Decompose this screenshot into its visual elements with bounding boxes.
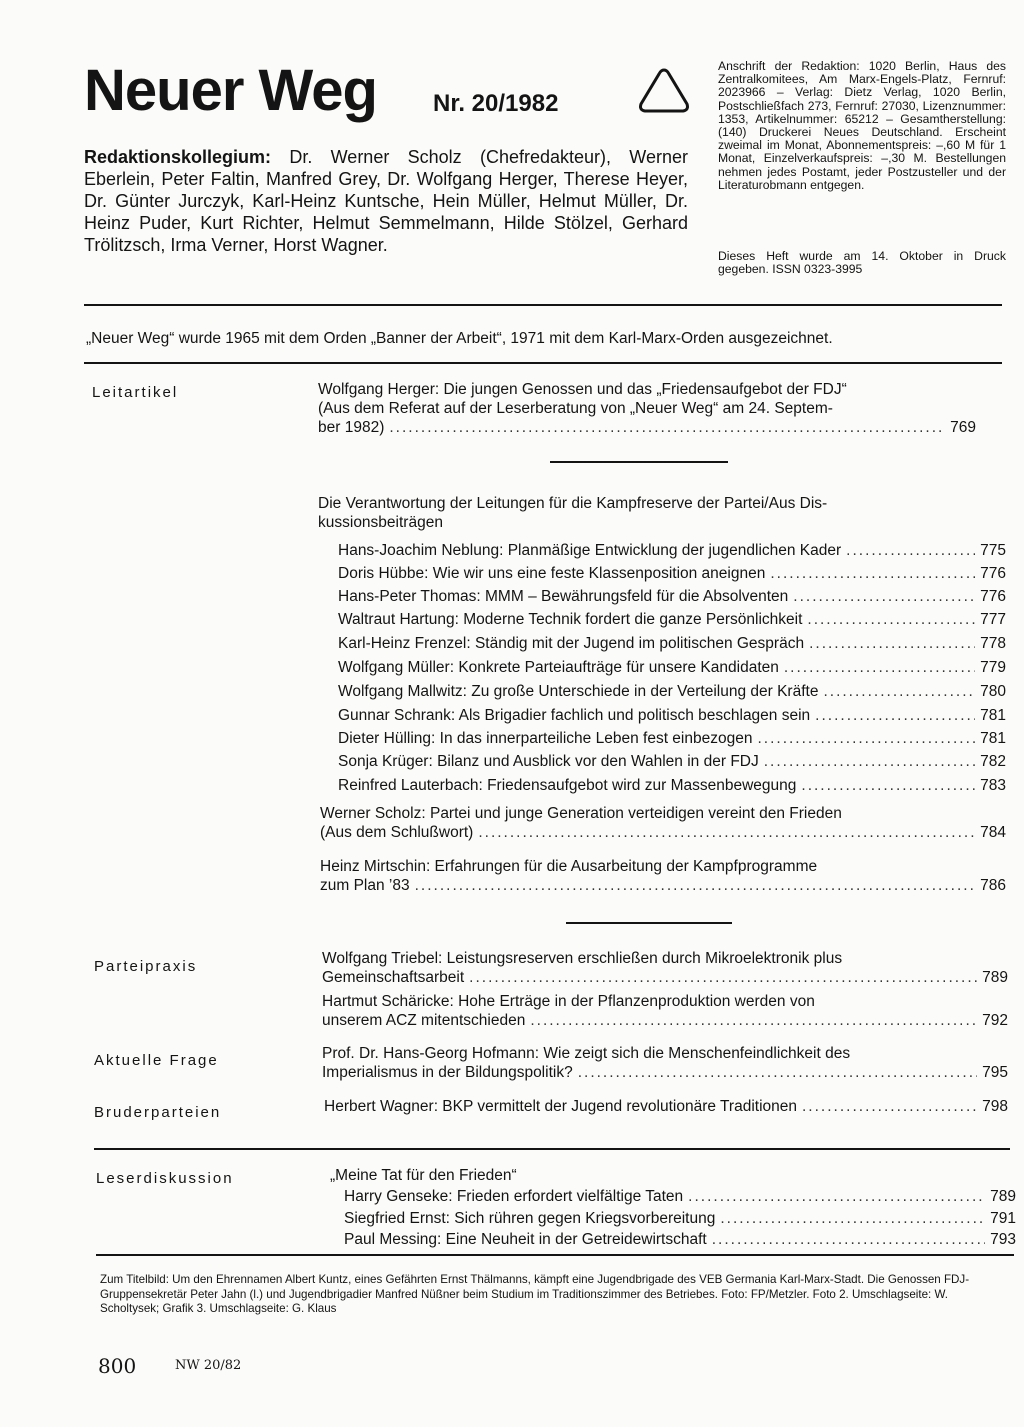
toc-entry-title: Waltraut Hartung: Moderne Technik fordert die ganze Persönlichkeit bbox=[338, 611, 803, 628]
toc-subentry[interactable] bbox=[338, 706, 1006, 725]
issue-code-footer: NW 20/82 bbox=[175, 1358, 242, 1373]
bottom-divider bbox=[96, 1254, 1014, 1256]
page-number: 781 bbox=[980, 730, 1006, 747]
page-number: 776 bbox=[980, 565, 1006, 582]
page-number: 791 bbox=[990, 1210, 1016, 1227]
dot-leader bbox=[720, 1209, 985, 1228]
page-number: 783 bbox=[980, 777, 1006, 794]
toc-subentry[interactable] bbox=[338, 776, 1006, 795]
section-divider bbox=[94, 1148, 1010, 1150]
toc-entry-line: kussionsbeiträgen bbox=[318, 514, 443, 531]
toc-subentry[interactable] bbox=[344, 1209, 1016, 1228]
toc-entry-line: (Aus dem Referat auf der Leserberatung von „Neuer Weg“ am 24. Septem- bbox=[318, 400, 833, 417]
dot-leader bbox=[757, 729, 975, 748]
toc-entry-hofmann[interactable] bbox=[322, 1044, 1008, 1082]
toc-entry-line: Wolfgang Herger: Die jungen Genossen und das „Friedensaufgebot der FDJ“ bbox=[318, 381, 847, 398]
toc-subentry[interactable] bbox=[338, 587, 1006, 606]
dot-leader bbox=[688, 1187, 985, 1206]
dot-leader bbox=[530, 1011, 977, 1030]
dot-leader bbox=[578, 1063, 977, 1082]
toc-entry-title: Harry Genseke: Frieden erfordert vielfältige Taten bbox=[344, 1188, 684, 1205]
dot-leader bbox=[469, 968, 977, 987]
toc-entry-line: (Aus dem Schlußwort) bbox=[320, 824, 474, 841]
toc-subentry[interactable] bbox=[338, 541, 1006, 560]
toc-entry-title: Hans-Joachim Neblung: Planmäßige Entwicklung der jugendlichen Kader bbox=[338, 542, 842, 559]
dot-leader bbox=[712, 1230, 985, 1249]
editorial-board bbox=[84, 146, 688, 256]
toc-group-heading: „Meine Tat für den Frieden“ bbox=[330, 1167, 517, 1184]
dot-leader bbox=[815, 706, 975, 725]
toc-entry-title: Siegfried Ernst: Sich rühren gegen Kriegsvorbereitung bbox=[344, 1210, 716, 1227]
toc-entry-title: Reinfred Lauterbach: Friedensaufgebot wird zur Massenbewegung bbox=[338, 777, 797, 794]
page-number: 775 bbox=[980, 542, 1006, 559]
top-divider bbox=[84, 304, 1002, 306]
dot-leader bbox=[802, 1097, 977, 1116]
toc-entry-line: Gemeinschaftsarbeit bbox=[322, 969, 465, 986]
page-number: 795 bbox=[982, 1064, 1008, 1081]
section-label-aktuelle-frage: Aktuelle Frage bbox=[94, 1052, 219, 1069]
toc-group-heading bbox=[318, 494, 958, 532]
editorial-board-label: Redaktionskollegium: bbox=[84, 147, 272, 167]
editorial-address: Anschrift der Redaktion: 1020 Berlin, Haus des Zentralkomitees, Am Marx-Engels-Platz, Fernruf: 2023966 – Verlag: Dietz Verlag, 1020 Berlin, Postschließfach 273, Fernruf: 27030, Lizenznummer: 1353, Artikelnummer: 65212 – Gesamtherstellung: (140) Druckerei Neues Deutschland. Erscheint zweimal im Monat, Abonnementspreis: –,60 M für 1 Monat, Einzelverkaufspreis: –,30 M. Bestellungen nehmen jedes Postamt, jeder Postzusteller und der Literaturobmann entgegen. bbox=[718, 59, 1006, 192]
toc-entry-line: Imperialismus in der Bildungspolitik? bbox=[322, 1064, 573, 1081]
page-number: 769 bbox=[950, 419, 976, 436]
section-label-leserdiskussion: Leserdiskussion bbox=[96, 1170, 234, 1187]
toc-entry-line: ber 1982) bbox=[318, 419, 385, 436]
toc-entry-title: Dieter Hülling: In das innerparteiliche Leben fest einbezogen bbox=[338, 730, 753, 747]
toc-entry-title: Paul Messing: Eine Neuheit in der Getreidewirtschaft bbox=[344, 1231, 707, 1248]
toc-entry-title: Herbert Wagner: BKP vermittelt der Jugend revolutionäre Traditionen bbox=[324, 1098, 797, 1115]
short-divider bbox=[550, 461, 728, 463]
page-number: 781 bbox=[980, 707, 1006, 724]
toc-entry-title: Karl-Heinz Frenzel: Ständig mit der Jugend im politischen Gespräch bbox=[338, 635, 805, 652]
toc-entry-line: Prof. Dr. Hans-Georg Hofmann: Wie zeigt sich die Menschenfeindlichkeit des bbox=[322, 1045, 851, 1062]
page-number: 777 bbox=[980, 611, 1006, 628]
toc-entry-leitartikel[interactable] bbox=[318, 380, 976, 437]
short-divider bbox=[566, 922, 732, 924]
page-number: 779 bbox=[980, 659, 1006, 676]
page-number: 780 bbox=[980, 683, 1006, 700]
toc-entry-line: Die Verantwortung der Leitungen für die Kampfreserve der Partei/Aus Dis- bbox=[318, 495, 828, 512]
toc-entry-title: Sonja Krüger: Bilanz und Ausblick vor den Wahlen in der FDJ bbox=[338, 753, 759, 770]
toc-entry-line: Hartmut Schäricke: Hohe Erträge in der Pflanzenproduktion werden von bbox=[322, 993, 815, 1010]
page-number: 798 bbox=[982, 1098, 1008, 1115]
toc-subentry[interactable] bbox=[338, 752, 1006, 771]
toc-subentry[interactable] bbox=[338, 610, 1006, 629]
dot-leader bbox=[846, 541, 975, 560]
toc-entry-title: Wolfgang Müller: Konkrete Parteiaufträge für unsere Kandidaten bbox=[338, 659, 779, 676]
toc-entry-line: zum Plan ’83 bbox=[320, 877, 410, 894]
page-number-footer: 800 bbox=[98, 1354, 137, 1378]
toc-subentry[interactable] bbox=[338, 658, 1006, 677]
toc-entry-line: Heinz Mirtschin: Erfahrungen für die Ausarbeitung der Kampfprogramme bbox=[320, 858, 818, 875]
dot-leader bbox=[770, 564, 975, 583]
toc-entry-line: Werner Scholz: Partei und junge Generation verteidigen vereint den Frieden bbox=[320, 805, 842, 822]
toc-entry-scholz[interactable] bbox=[320, 804, 1006, 842]
section-label-bruderparteien: Bruderparteien bbox=[94, 1104, 222, 1121]
toc-subentry[interactable] bbox=[344, 1187, 1016, 1206]
toc-entry-schaericke[interactable] bbox=[322, 992, 1008, 1030]
toc-entry-title: Hans-Peter Thomas: MMM – Bewährungsfeld für die Absolventen bbox=[338, 588, 789, 605]
magazine-title: Neuer Weg bbox=[84, 58, 377, 123]
dot-leader bbox=[809, 634, 975, 653]
page-number: 782 bbox=[980, 753, 1006, 770]
dot-leader bbox=[415, 876, 976, 895]
toc-entry-mirtschin[interactable] bbox=[320, 857, 1006, 895]
toc-subentry[interactable] bbox=[338, 729, 1006, 748]
editorial-board-names: Dr. Werner Scholz (Chefredakteur), Werner Eberlein, Peter Faltin, Manfred Grey, Dr. Wolfgang Herger, Therese Heyer, Dr. Günter Jurczyk, Karl-Heinz Kuntsche, Hein Müller, Helmut Müller, Dr. Heinz Puder, Kurt Richter, Helmut Semmelmann, Hilde Stölzel, Gerhard Trölitzsch, Irma Verner, Horst Wagner. bbox=[84, 147, 688, 255]
issue-number: Nr. 20/1982 bbox=[433, 90, 559, 117]
print-note: Dieses Heft wurde am 14. Oktober in Druck gegeben. ISSN 0323-3995 bbox=[718, 249, 1006, 277]
page-number: 789 bbox=[990, 1188, 1016, 1205]
toc-entry-line: Wolfgang Triebel: Leistungsreserven erschließen durch Mikroelektronik plus bbox=[322, 950, 843, 967]
toc-entry-line: unserem ACZ mitentschieden bbox=[322, 1012, 526, 1029]
page-number: 789 bbox=[982, 969, 1008, 986]
toc-subentry[interactable] bbox=[338, 564, 1006, 583]
dot-leader bbox=[784, 658, 975, 677]
award-divider bbox=[84, 362, 1002, 364]
award-note: „Neuer Weg“ wurde 1965 mit dem Orden „Banner der Arbeit“, 1971 mit dem Karl-Marx-Orden ausgezeichnet. bbox=[86, 330, 833, 347]
toc-subentry[interactable] bbox=[338, 634, 1006, 653]
section-label-parteipraxis: Parteipraxis bbox=[94, 958, 198, 975]
toc-entry-title: Gunnar Schrank: Als Brigadier fachlich und politisch beschlagen sein bbox=[338, 707, 811, 724]
dot-leader bbox=[807, 610, 975, 629]
dot-leader bbox=[823, 682, 975, 701]
toc-entry-title: Doris Hübbe: Wie wir uns eine feste Klassenposition aneignen bbox=[338, 565, 766, 582]
toc-entry-title: Wolfgang Mallwitz: Zu große Unterschiede in der Verteilung der Kräfte bbox=[338, 683, 819, 700]
dot-leader bbox=[389, 418, 945, 437]
toc-subentry[interactable] bbox=[338, 682, 1006, 701]
page-number: 786 bbox=[980, 877, 1006, 894]
page-number: 792 bbox=[982, 1012, 1008, 1029]
toc-entry-wagner[interactable] bbox=[324, 1097, 1008, 1116]
toc-subentry[interactable] bbox=[344, 1230, 1016, 1249]
page-number: 776 bbox=[980, 588, 1006, 605]
page-number: 784 bbox=[980, 824, 1006, 841]
dot-leader bbox=[793, 587, 975, 606]
dot-leader bbox=[764, 752, 975, 771]
page-number: 793 bbox=[990, 1231, 1016, 1248]
toc-entry-triebel[interactable] bbox=[322, 949, 1008, 987]
dot-leader bbox=[801, 776, 975, 795]
dot-leader bbox=[478, 823, 975, 842]
triangle-logo-icon bbox=[636, 66, 692, 116]
section-label-leitartikel: Leitartikel bbox=[92, 384, 179, 401]
cover-caption: Zum Titelbild: Um den Ehrennamen Albert Kuntz, eines Gefährten Ernst Thälmanns, kämpft eine Jugendbrigade des VEB Germania Karl-Marx-Stadt. Die Genossen FDJ-Gruppensekretär Peter Jahn (l.) und Jugendbrigadier Manfred Nüßner beim Studium im Traditionszimmer des Betriebes. Foto: FP/Metzler. Foto 2. Umschlagseite: W. Scholtysek; Grafik 3. Umschlagseite: G. Klaus bbox=[100, 1273, 970, 1315]
page-number: 778 bbox=[980, 635, 1006, 652]
